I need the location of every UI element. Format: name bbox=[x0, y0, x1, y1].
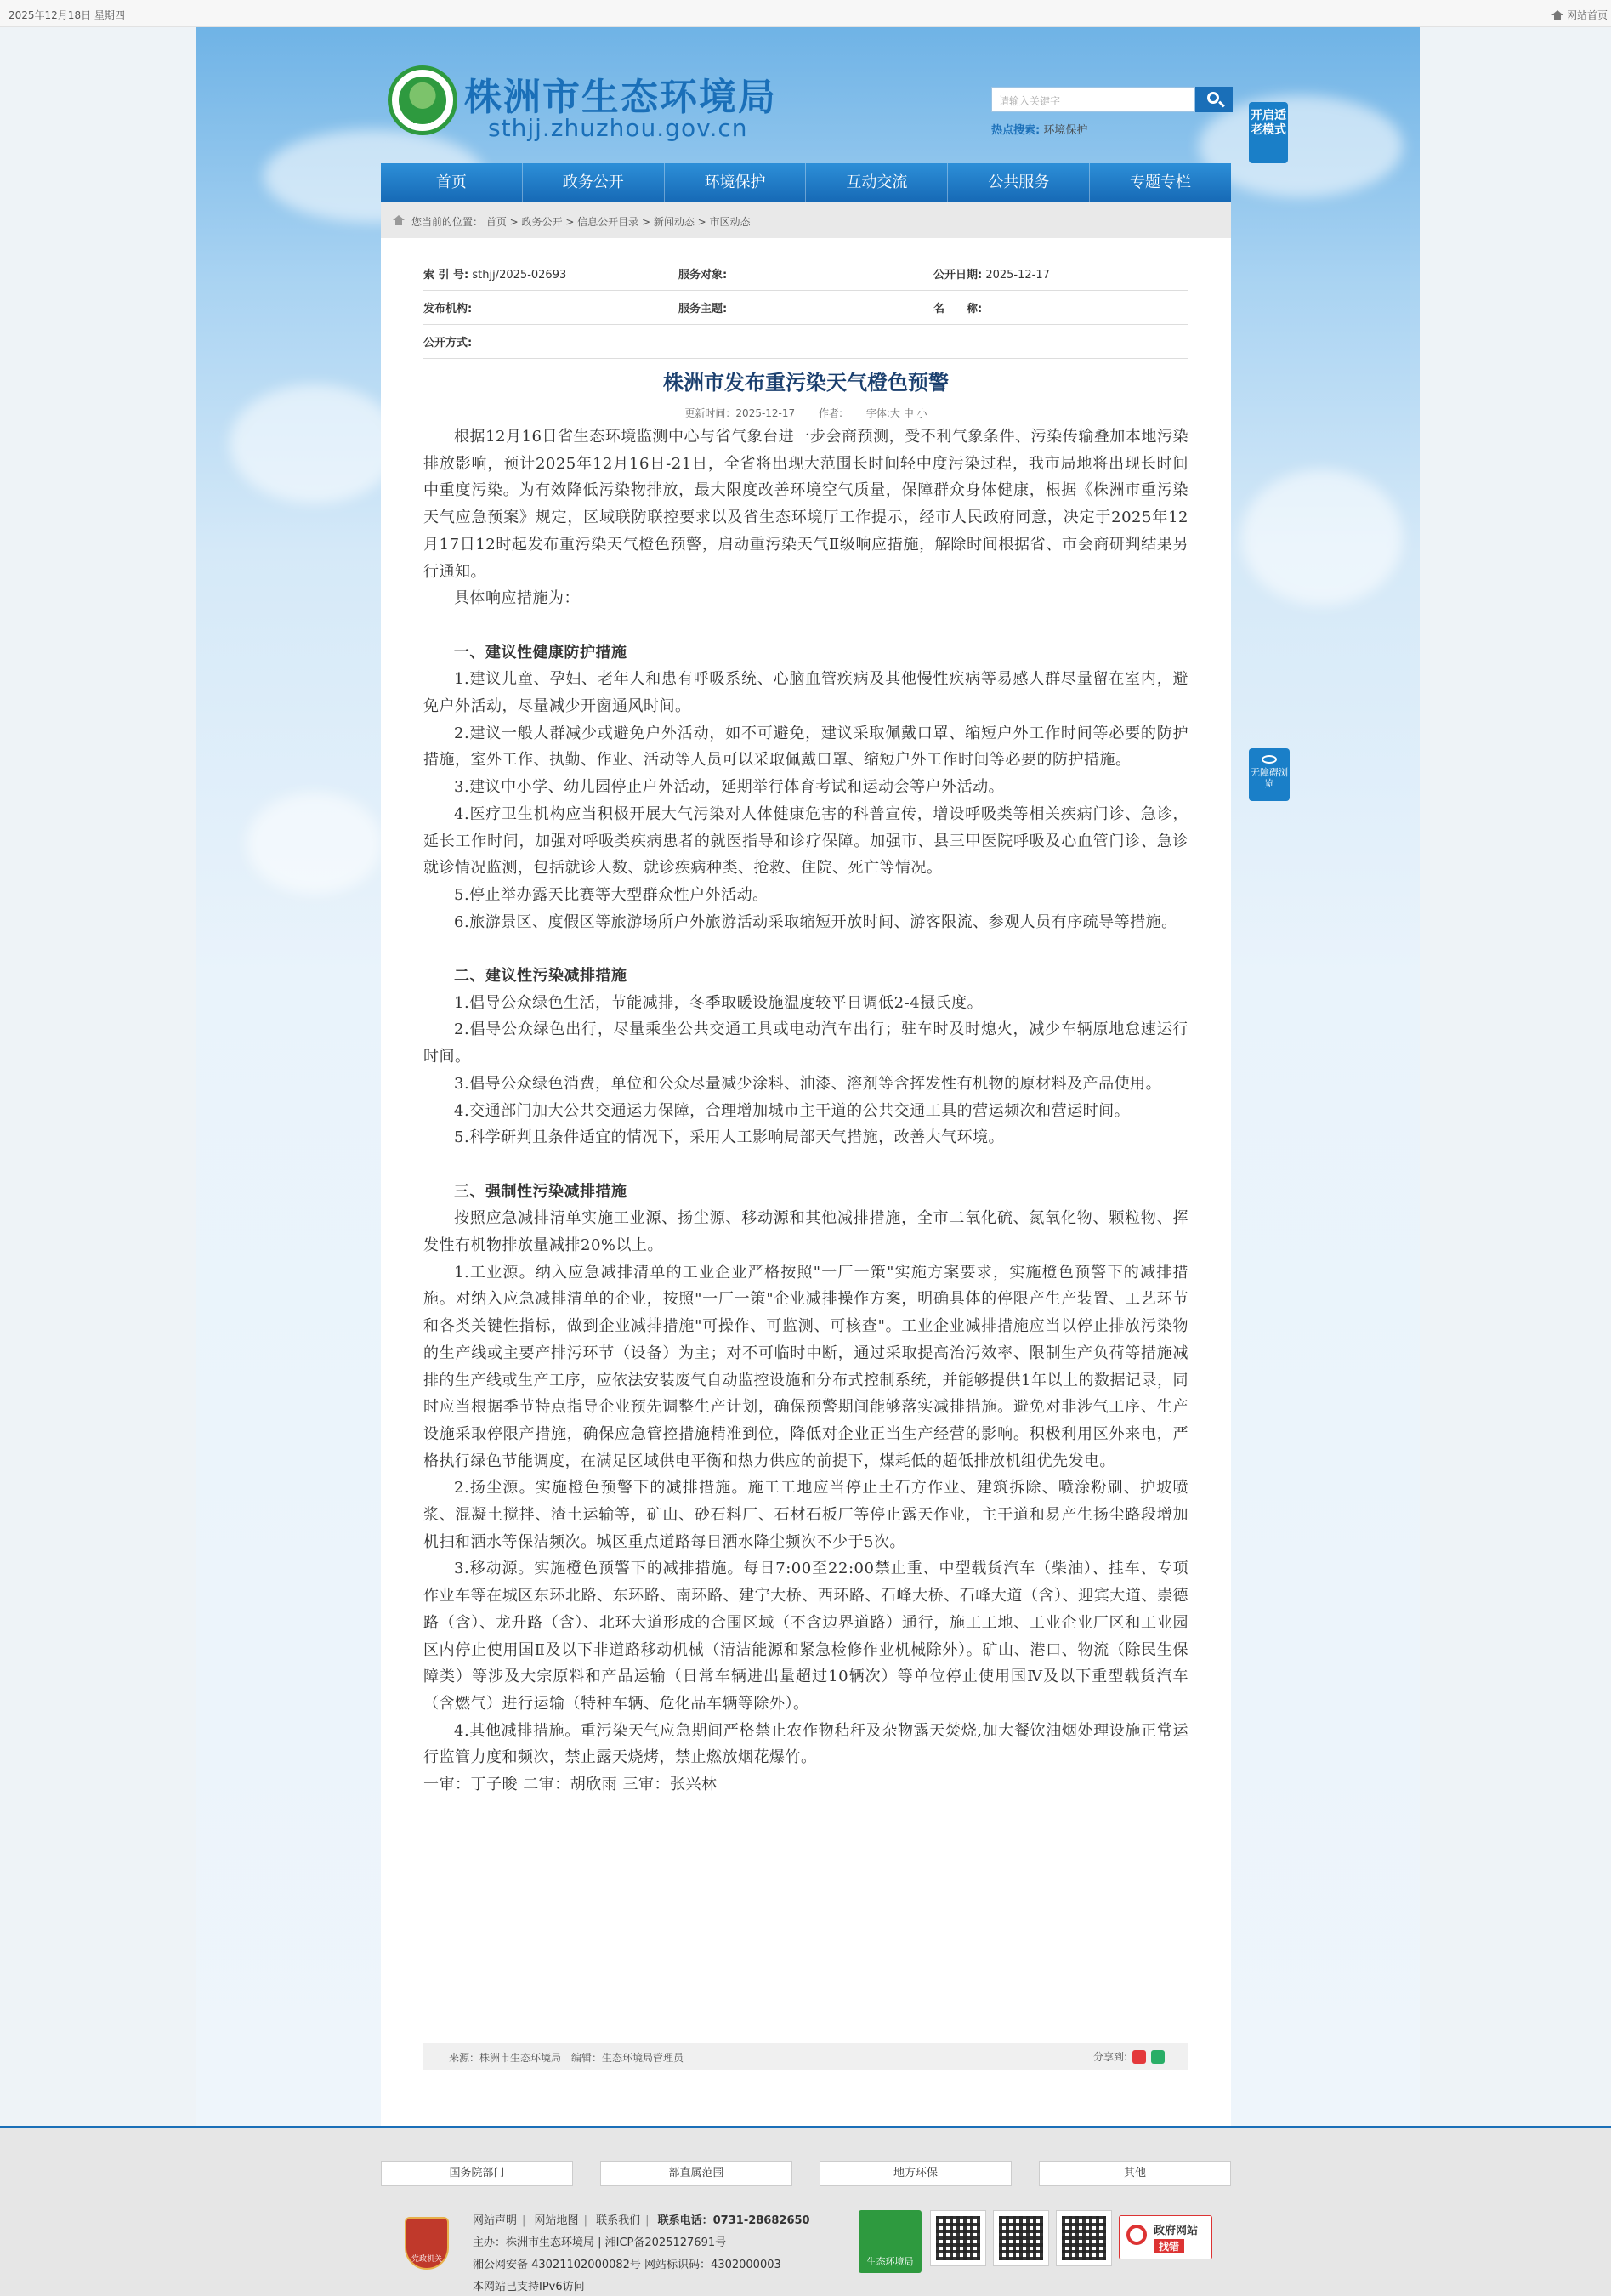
service-topic-label: 服务主题: bbox=[678, 303, 728, 315]
paragraph: 5.科学研判且条件适宜的情况下，采用人工影响局部天气措施，改善大气环境。 bbox=[454, 1128, 1005, 1147]
paragraph: 5.停止举办露天比赛等大型群众性户外活动。 bbox=[454, 885, 769, 904]
paragraph: 2.扬尘源。实施橙色预警下的减排措施。施工工地应当停止土石方作业、建筑拆除、喷涂粉刷、护坡喷浆、混凝土搅拌、渣土运输等，矿山、砂石料厂、石材石板厂等停止露天作业，主干道和易产生扬尘路段增加机扫和洒水等保洁频次。城区重点道路每日洒水降尘频次不少于5次。 bbox=[423, 1479, 1188, 1551]
qr-code-icon bbox=[993, 2210, 1049, 2266]
paragraph: 1.倡导公众绿色生活，节能减排，冬季取暖设施温度较平日调低2-4摄氏度。 bbox=[454, 993, 984, 1012]
section-title: 一、建议性健康防护措施 bbox=[454, 643, 627, 662]
party-gov-emblem[interactable] bbox=[405, 2217, 449, 2270]
paragraph: 4.其他减排措施。重污染天气应急期间严格禁止农作物秸秆及杂物露天焚烧,加大餐饮油烟处理设施正常运行监管力度和频次，禁止露天烧烤，禁止燃放烟花爆竹。 bbox=[423, 1721, 1188, 1767]
section-title: 三、强制性污染减排措施 bbox=[454, 1182, 627, 1201]
gov-find-title: 政府网站 bbox=[1154, 2225, 1199, 2237]
footer-phone: 联系电话：0731-28682650 bbox=[657, 2214, 810, 2227]
barrier-free-button[interactable] bbox=[1249, 748, 1290, 801]
paragraph: 3.建议中小学、幼儿园停止户外活动，延期举行体育考试和运动会等户外活动。 bbox=[454, 778, 1005, 797]
hot-search bbox=[991, 121, 1087, 137]
home-icon bbox=[1551, 10, 1563, 20]
select-other[interactable]: 其他 bbox=[1039, 2161, 1231, 2186]
paragraph: 按照应急减排清单实施工业源、扬尘源、移动源和其他减排措施，全市二氧化硫、氮氧化物、颗粒物、挥发性有机物排放量减排20%以上。 bbox=[423, 1209, 1188, 1255]
paragraph: 根据12月16日省生态环境监测中心与省气象台进一步会商预测，受不利气象条件、污染传输叠加本地污染排放影响，预计2025年12月16日-21日，全省将出现大范围长时间轻中度污染过程，我市局地将出现长时间中重度污染。为有效降低污染物排放，最大限度改善环境空气质量，保障群众身体健康，根据《株洲市重污染天气应急预案》规定，区域联防联控要求以及省生态环境厅工作提示，经市人民政府同意，决定于2025年12月17日12时起发布重污染天气橙色预警，启动重污染天气Ⅱ级响应措施，解除时间根据省、市会商研判结果另行通知。 bbox=[423, 428, 1188, 581]
paragraph: 1.建议儿童、孕妇、老年人和患有呼吸系统、心脑血管疾病及其他慢性疾病等易感人群尽量留在室内，避免户外活动，尽量减少开窗通风时间。 bbox=[423, 670, 1188, 716]
publisher-label: 发布机构: bbox=[423, 303, 473, 315]
paragraph: 2.倡导公众绿色出行，尽量乘坐公共交通工具或电动汽车出行；驻车时及时熄火，减少车辆原地怠速运行时间。 bbox=[423, 1020, 1188, 1066]
magnifier-icon bbox=[1126, 2225, 1147, 2245]
gov-website-error-report[interactable] bbox=[1119, 2215, 1212, 2259]
publish-method-label: 公开方式: bbox=[423, 337, 473, 350]
update-time: 更新时间：2025-12-17 bbox=[684, 407, 796, 419]
wechat-share-icon[interactable] bbox=[1151, 2050, 1165, 2064]
paragraph: 4.交通部门加大公共交通运力保障，合理增加城市主干道的公共交通工具的营运频次和营运时间。 bbox=[454, 1101, 1131, 1120]
site-logo[interactable] bbox=[388, 65, 457, 135]
review-signoff: 一审：丁子晙 二审：胡欣雨 三审：张兴林 bbox=[423, 1776, 718, 1794]
weibo-share-icon[interactable] bbox=[1132, 2050, 1146, 2064]
footer-police-record: 湘公网安备 43021102000082号 网站标识码：4302000003 bbox=[473, 2259, 781, 2271]
nav-item-interaction[interactable]: 互动交流 bbox=[806, 163, 948, 202]
article-title: 株洲市发布重污染天气橙色预警 bbox=[663, 371, 949, 395]
green-logo-badge: 生态环境局 bbox=[859, 2210, 922, 2273]
nav-item-gov-affairs[interactable]: 政务公开 bbox=[523, 163, 665, 202]
select-ministry[interactable]: 部直属范围 bbox=[600, 2161, 792, 2186]
breadcrumb bbox=[381, 202, 1231, 238]
footer-link-sitemap[interactable]: 网站地图 bbox=[534, 2214, 579, 2227]
elder-mode-button[interactable]: 开启适老模式 bbox=[1249, 102, 1288, 163]
logo-text: ZHB bbox=[412, 117, 433, 126]
eye-icon bbox=[1262, 755, 1277, 764]
site-name: 株洲市生态环境局 bbox=[464, 76, 777, 119]
emblem-text: 党政机关 bbox=[411, 2255, 442, 2264]
author: 作者: bbox=[819, 407, 843, 419]
footer-info: 网站声明 | 网站地图 | 联系我们 | 联系电话：0731-28682650 主办：株洲市生态环境局 | 湘ICP备2025127691号 湘公网安备 43021102000082号 网站标识码：4302000003 本网站已支持IPv6访问 bbox=[473, 2210, 810, 2296]
home-link-label: 网站首页 bbox=[1566, 9, 1608, 21]
paragraph: 2.建议一般人群减少或避免户外活动，如不可避免，建议采取佩戴口罩、缩短户外工作时间等必要的防护措施，室外工作、执勤、作业、活动等人员可以采取佩戴口罩、缩短户外工作时间等必要的防护措施。 bbox=[423, 724, 1188, 770]
article-source: 来源：株洲市生态环境局 编辑：生态环境局管理员 bbox=[449, 2052, 684, 2064]
article-info bbox=[381, 406, 1231, 420]
hot-search-keyword[interactable]: 环境保护 bbox=[1043, 124, 1088, 137]
index-value: sthjj/2025-02693 bbox=[472, 269, 567, 281]
article-footer bbox=[423, 2043, 1188, 2070]
main-nav bbox=[381, 163, 1231, 202]
name-label: 名 称: bbox=[933, 303, 983, 315]
footer-sponsor: 主办：株洲市生态环境局 | 湘ICP备2025127691号 bbox=[473, 2236, 727, 2249]
paragraph: 6.旅游景区、度假区等旅游场所户外旅游活动采取缩短开放时间、游客限流、参观人员有序疏导等措施。 bbox=[454, 912, 1177, 931]
footer-link-statement[interactable]: 网站声明 bbox=[473, 2214, 518, 2227]
qr-code-icon bbox=[1056, 2210, 1112, 2266]
index-label: 索 引 号: bbox=[423, 269, 469, 281]
select-state-council[interactable]: 国务院部门 bbox=[381, 2161, 573, 2186]
nav-item-public-service[interactable]: 公共服务 bbox=[948, 163, 1090, 202]
metadata-table bbox=[423, 257, 1188, 359]
site-footer bbox=[0, 2126, 1611, 2296]
footer-link-selects bbox=[381, 2161, 1231, 2186]
paragraph: 3.移动源。实施橙色预警下的减排措施。每日7:00至22:00禁止重、中型载货汽车（柴油）、挂车、专项作业车等在城区东环北路、东环路、南环路、建宁大桥、西环路、石峰大桥、石峰大道（含）、迎宾大道、崇德路（含）、龙升路（含）、北环大道形成的合围区域（不含边界道路）通行，施工工地、工业企业厂区和工业园区内停止使用国Ⅱ及以下非道路移动机械（清洁能源和紧急检修作业机械除外）。矿山、港口、物流（除民生保障类）等涉及大宗原料和产品运输（日常车辆进出量超过10辆次）等单位停止使用国Ⅳ及以下重型载货汽车（含燃气）进行运输（特种车辆、危化品车辆等除外）。 bbox=[423, 1560, 1188, 1713]
site-domain: sthjj.zhuzhou.gov.cn bbox=[488, 114, 748, 142]
home-link[interactable] bbox=[1551, 8, 1608, 22]
site-header bbox=[381, 27, 1231, 163]
hot-search-label: 热点搜索: bbox=[991, 124, 1041, 137]
section-title: 二、建议性污染减排措施 bbox=[454, 967, 627, 986]
qr-code-icon bbox=[930, 2210, 986, 2266]
paragraph: 1.工业源。纳入应急减排清单的工业企业严格按照"一厂一策"实施方案要求，实施橙色预警下的减排措施。对纳入应急减排清单的企业，按照"一厂一策"企业减排操作方案，明确具体的停限产生产装置、工艺环节和各类关键性指标，做到企业减排措施"可操作、可监测、可核查"。工业企业减排措施应当以停止排放污染物的生产线或主要产排污环节（设备）为主；对不可临时中断，通过采取提高治污效率、限制生产负荷等措施减排的生产线或生产工序，应依法安装废气自动监控设施和分布式控制系统，并能够提供1年以上的数据记录，同时应当根据季节特点指导企业预先调整生产计划，确保预警期间能够落实减排措施。避免对非涉气工序、生产设施采取停限产措施，确保应急管控措施精准到位，降低对企业正当生产经营的影响。积极利用区外来电，严格执行绿色节能调度，在满足区域供电平衡和热力供应的前提下，煤耗低的超低排放机组优先发电。 bbox=[423, 1263, 1188, 1470]
paragraph: 4.医疗卫生机构应当积极开展大气污染对人体健康危害的科普宣传，增设呼吸类等相关疾病门诊、急诊，延长工作时间，加强对呼吸类疾病患者的就医指导和诊疗保障。加强市、县三甲医院呼吸及心血管门诊、急诊就诊情况监测，包括就诊人数、就诊疾病种类、抢救、住院、死亡等情况。 bbox=[423, 804, 1188, 878]
search-input[interactable]: 请输入关键字 bbox=[991, 87, 1195, 112]
paragraph: 具体响应措施为： bbox=[454, 589, 580, 608]
barrier-free-label: 无障碍浏览 bbox=[1251, 767, 1288, 789]
nav-item-special-topics[interactable]: 专题专栏 bbox=[1130, 173, 1192, 191]
service-object-label: 服务对象: bbox=[678, 269, 728, 281]
publish-date-value: 2025-12-17 bbox=[985, 269, 1050, 281]
search-button[interactable] bbox=[1195, 87, 1233, 112]
publish-date-label: 公开日期: bbox=[933, 269, 983, 281]
nav-item-home[interactable]: 首页 bbox=[381, 163, 523, 202]
share-bar bbox=[1093, 2049, 1165, 2064]
article-body bbox=[423, 423, 1188, 1799]
home-icon bbox=[393, 215, 405, 225]
paragraph: 3.倡导公众绿色消费，单位和公众尽量减少涂料、油漆、溶剂等含挥发性有机物的原材料及产品使用。 bbox=[454, 1074, 1162, 1093]
nav-item-environment[interactable]: 环境保护 bbox=[665, 163, 807, 202]
article-panel bbox=[381, 238, 1231, 2128]
search-icon bbox=[1207, 92, 1219, 104]
footer-ipv6: 本网站已支持IPv6访问 bbox=[473, 2281, 585, 2293]
gov-find-tag: 找错 bbox=[1154, 2239, 1184, 2253]
select-local-env[interactable]: 地方环保 bbox=[820, 2161, 1012, 2186]
share-label: 分享到: bbox=[1092, 2051, 1127, 2063]
font-size-switch[interactable]: 字体:大 中 小 bbox=[865, 407, 927, 419]
footer-link-contact[interactable]: 联系我们 bbox=[596, 2214, 641, 2227]
top-bar bbox=[0, 0, 1611, 27]
breadcrumb-text[interactable]: 您当前的位置： 首页 > 政务公开 > 信息公开目录 > 新闻动态 > 市区动态 bbox=[411, 216, 751, 228]
current-date: 2025年12月18日 星期四 bbox=[9, 9, 125, 21]
